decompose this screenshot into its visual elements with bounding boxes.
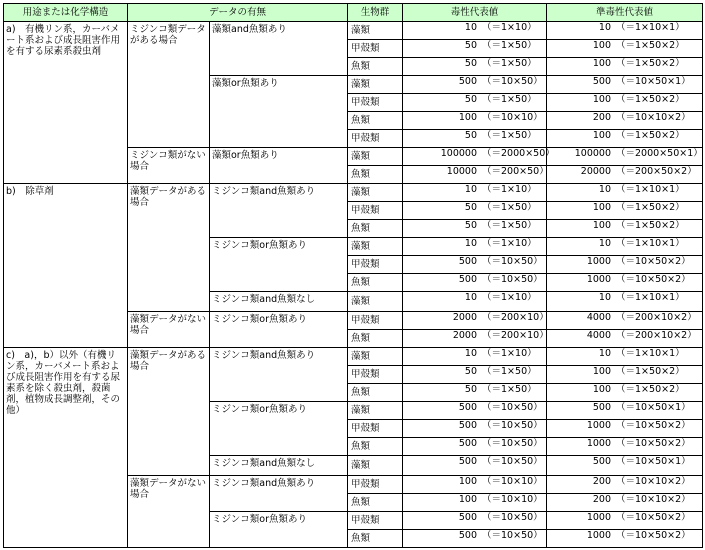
toxicity-formula: （＝10×50） xyxy=(482,256,543,267)
organism-cell: 甲殻類 xyxy=(348,366,403,384)
toxicity-value-cell xyxy=(403,130,547,148)
toxicity-formula: （＝1×50） xyxy=(482,384,537,395)
sub-toxicity-value: 4000 xyxy=(586,312,612,323)
toxicity-value: 500 xyxy=(458,456,478,467)
sub-toxicity-value-cell xyxy=(547,384,703,402)
toxicity-value: 10000 xyxy=(446,166,478,177)
sub-toxicity-value: 1000 xyxy=(586,274,612,285)
sub-toxicity-value-cell xyxy=(547,402,703,420)
use-cell: c) a)，b）以外（有機リン系，カーバメート系および成長阻害作用を有する尿素系を除く殺虫剤，殺菌剤，植物成長調整剤，その他） xyxy=(4,348,128,548)
sub-toxicity-value-cell xyxy=(547,348,703,366)
sub-toxicity-formula: （＝200×10×2） xyxy=(616,312,697,323)
sub-toxicity-value: 1000 xyxy=(586,420,612,431)
data-availability-cell: ミジンコ類がない場合 xyxy=(128,148,210,184)
toxicity-value-cell xyxy=(403,456,547,476)
toxicity-value-cell xyxy=(403,166,547,184)
sub-toxicity-value: 100 xyxy=(592,220,612,231)
organism-cell: 藻類 xyxy=(348,292,403,312)
organism-cell: 甲殻類 xyxy=(348,40,403,58)
condition-cell: ミジンコ類or魚類あり xyxy=(210,312,348,348)
sub-toxicity-formula: （＝1×50×2） xyxy=(616,202,685,213)
organism-cell: 藻類 xyxy=(348,456,403,476)
sub-toxicity-formula: （＝10×50×2） xyxy=(616,420,691,431)
condition-cell: ミジンコ類or魚類あり xyxy=(210,512,348,548)
sub-toxicity-formula: （＝200×10×2） xyxy=(616,330,697,341)
toxicity-value-cell xyxy=(403,512,547,530)
toxicity-value-cell xyxy=(403,476,547,494)
organism-cell: 魚類 xyxy=(348,438,403,456)
condition-cell: 藻類or魚類あり xyxy=(210,148,348,184)
organism-cell: 藻類 xyxy=(348,22,403,40)
toxicity-value-cell xyxy=(403,292,547,312)
organism-cell: 藻類 xyxy=(348,184,403,202)
header-sub-toxicity-value: 準毒性代表値 xyxy=(547,4,703,22)
toxicity-value-cell xyxy=(403,220,547,238)
toxicity-value-cell xyxy=(403,330,547,348)
sub-toxicity-value: 500 xyxy=(592,402,612,413)
toxicity-value: 50 xyxy=(464,130,478,141)
toxicity-value: 100000 xyxy=(440,148,478,159)
condition-cell: ミジンコ類or魚類あり xyxy=(210,402,348,456)
toxicity-value: 500 xyxy=(458,512,478,523)
sub-toxicity-formula: （＝10×50×2） xyxy=(616,512,691,523)
sub-toxicity-formula: （＝1×50×2） xyxy=(616,220,685,231)
sub-toxicity-formula: （＝2000×50×1） xyxy=(616,148,703,159)
sub-toxicity-value: 10 xyxy=(598,22,612,33)
condition-cell: 藻類and魚類あり xyxy=(210,22,348,76)
sub-toxicity-value-cell xyxy=(547,148,703,166)
organism-cell: 魚類 xyxy=(348,330,403,348)
use-cell: b) 除草剤 xyxy=(4,184,128,348)
toxicity-formula: （＝1×10） xyxy=(482,292,537,303)
toxicity-table xyxy=(3,3,703,548)
sub-toxicity-value-cell xyxy=(547,330,703,348)
organism-cell: 甲殻類 xyxy=(348,94,403,112)
organism-cell: 藻類 xyxy=(348,348,403,366)
sub-toxicity-formula: （＝1×10×1） xyxy=(616,184,685,195)
toxicity-value-cell xyxy=(403,40,547,58)
condition-cell: ミジンコ類and魚類なし xyxy=(210,456,348,476)
organism-cell: 藻類 xyxy=(348,238,403,256)
organism-cell: 甲殻類 xyxy=(348,256,403,274)
toxicity-value: 50 xyxy=(464,94,478,105)
toxicity-value-cell xyxy=(403,22,547,40)
toxicity-formula: （＝1×50） xyxy=(482,202,537,213)
sub-toxicity-value-cell xyxy=(547,202,703,220)
toxicity-value-cell xyxy=(403,256,547,274)
header-row xyxy=(4,4,703,22)
toxicity-formula: （＝1×50） xyxy=(482,130,537,141)
sub-toxicity-value: 500 xyxy=(592,456,612,467)
toxicity-formula: （＝1×50） xyxy=(482,40,537,51)
organism-cell: 甲殻類 xyxy=(348,476,403,494)
toxicity-value: 500 xyxy=(458,76,478,87)
organism-cell: 魚類 xyxy=(348,112,403,130)
toxicity-formula: （＝1×50） xyxy=(482,366,537,377)
toxicity-value-cell xyxy=(403,112,547,130)
toxicity-value: 500 xyxy=(458,256,478,267)
sub-toxicity-value-cell xyxy=(547,292,703,312)
condition-cell: ミジンコ類or魚類あり xyxy=(210,238,348,292)
toxicity-formula: （＝10×50） xyxy=(482,420,543,431)
sub-toxicity-value: 100 xyxy=(592,40,612,51)
toxicity-value: 10 xyxy=(464,22,478,33)
sub-toxicity-value: 100 xyxy=(592,366,612,377)
toxicity-value: 500 xyxy=(458,402,478,413)
toxicity-value: 2000 xyxy=(452,330,478,341)
header-data: データの有無 xyxy=(128,4,348,22)
toxicity-value-cell xyxy=(403,348,547,366)
toxicity-value-cell xyxy=(403,148,555,166)
sub-toxicity-formula: （＝10×50×1） xyxy=(616,456,691,467)
header-organism: 生物群 xyxy=(348,4,403,22)
toxicity-value-cell xyxy=(403,76,547,94)
data-availability-cell: 藻類データがある場合 xyxy=(128,184,210,312)
table-row xyxy=(4,184,703,202)
sub-toxicity-value-cell xyxy=(547,94,703,112)
organism-cell: 甲殻類 xyxy=(348,512,403,530)
header-toxicity-value: 毒性代表値 xyxy=(403,4,547,22)
sub-toxicity-value: 500 xyxy=(592,76,612,87)
sub-toxicity-value: 10 xyxy=(598,292,612,303)
sub-toxicity-value-cell xyxy=(547,220,703,238)
toxicity-value-cell xyxy=(403,494,547,512)
toxicity-value: 50 xyxy=(464,220,478,231)
sub-toxicity-value-cell xyxy=(547,366,703,384)
sub-toxicity-value-cell xyxy=(547,494,703,512)
toxicity-value: 10 xyxy=(464,184,478,195)
toxicity-formula: （＝10×10） xyxy=(482,112,543,123)
condition-cell: ミジンコ類and魚類あり xyxy=(210,348,348,402)
data-availability-cell: 藻類データがない場合 xyxy=(128,312,210,348)
toxicity-value-cell xyxy=(403,530,547,548)
header-use: 用途または化学構造 xyxy=(4,4,128,22)
data-availability-cell: 藻類データがない場合 xyxy=(128,476,210,548)
sub-toxicity-value: 200 xyxy=(592,494,612,505)
sub-toxicity-value-cell xyxy=(547,530,703,548)
sub-toxicity-formula: （＝1×50×2） xyxy=(616,58,685,69)
sub-toxicity-value: 1000 xyxy=(586,438,612,449)
toxicity-value-cell xyxy=(403,366,547,384)
sub-toxicity-formula: （＝10×50×1） xyxy=(616,402,691,413)
sub-toxicity-formula: （＝1×10×1） xyxy=(616,238,685,249)
toxicity-formula: （＝10×50） xyxy=(482,76,543,87)
toxicity-value-cell xyxy=(403,94,547,112)
toxicity-value: 500 xyxy=(458,274,478,285)
toxicity-value-cell xyxy=(403,384,547,402)
organism-cell: 魚類 xyxy=(348,530,403,548)
sub-toxicity-value: 4000 xyxy=(586,330,612,341)
organism-cell: 甲殻類 xyxy=(348,130,403,148)
sub-toxicity-formula: （＝10×50×2） xyxy=(616,438,691,449)
toxicity-value-cell xyxy=(403,420,547,438)
toxicity-formula: （＝200×10） xyxy=(482,312,549,323)
toxicity-value: 500 xyxy=(458,438,478,449)
organism-cell: 魚類 xyxy=(348,220,403,238)
sub-toxicity-value: 200 xyxy=(592,476,612,487)
organism-cell: 魚類 xyxy=(348,494,403,512)
organism-cell: 甲殻類 xyxy=(348,420,403,438)
sub-toxicity-formula: （＝1×50×2） xyxy=(616,40,685,51)
toxicity-value: 500 xyxy=(458,530,478,541)
organism-cell: 魚類 xyxy=(348,166,403,184)
sub-toxicity-value: 10 xyxy=(598,184,612,195)
sub-toxicity-value: 1000 xyxy=(586,512,612,523)
use-cell: a) 有機リン系，カーバメート系および成長阻害作用を有する尿素系殺虫剤 xyxy=(4,22,128,184)
toxicity-value-cell xyxy=(403,438,547,456)
toxicity-formula: （＝10×10） xyxy=(482,476,543,487)
toxicity-value: 10 xyxy=(464,238,478,249)
sub-toxicity-value: 1000 xyxy=(586,256,612,267)
sub-toxicity-value-cell xyxy=(547,112,703,130)
sub-toxicity-formula: （＝10×10×2） xyxy=(616,494,691,505)
sub-toxicity-value-cell xyxy=(547,312,703,330)
sub-toxicity-formula: （＝10×50×2） xyxy=(616,530,691,541)
toxicity-formula: （＝10×50） xyxy=(482,438,543,449)
sub-toxicity-value: 1000 xyxy=(586,530,612,541)
sub-toxicity-formula: （＝200×50×2） xyxy=(616,166,697,177)
sub-toxicity-value-cell xyxy=(547,40,703,58)
sub-toxicity-formula: （＝1×50×2） xyxy=(616,130,685,141)
toxicity-formula: （＝10×10） xyxy=(482,494,543,505)
toxicity-formula: （＝1×50） xyxy=(482,94,537,105)
toxicity-formula: （＝10×50） xyxy=(482,402,543,413)
data-availability-cell: 藻類データがある場合 xyxy=(128,348,210,476)
toxicity-formula: （＝1×10） xyxy=(482,184,537,195)
toxicity-formula: （＝1×10） xyxy=(482,238,537,249)
sub-toxicity-value: 100000 xyxy=(574,148,612,159)
toxicity-value: 50 xyxy=(464,40,478,51)
sub-toxicity-formula: （＝1×10×1） xyxy=(616,22,685,33)
toxicity-value-cell xyxy=(403,202,547,220)
organism-cell: 藻類 xyxy=(348,148,403,166)
toxicity-value-cell xyxy=(403,184,547,202)
sub-toxicity-value-cell xyxy=(547,256,703,274)
data-availability-cell: ミジンコ類データがある場合 xyxy=(128,22,210,148)
sub-toxicity-formula: （＝10×10×2） xyxy=(616,112,691,123)
toxicity-value: 500 xyxy=(458,420,478,431)
toxicity-formula: （＝10×50） xyxy=(482,530,543,541)
toxicity-formula: （＝1×50） xyxy=(482,58,537,69)
sub-toxicity-value: 10 xyxy=(598,348,612,359)
sub-toxicity-formula: （＝1×10×1） xyxy=(616,292,685,303)
condition-cell: ミジンコ類and魚類なし xyxy=(210,292,348,312)
organism-cell: 甲殻類 xyxy=(348,202,403,220)
sub-toxicity-value-cell xyxy=(547,238,703,256)
sub-toxicity-value: 100 xyxy=(592,202,612,213)
sub-toxicity-value-cell xyxy=(547,476,703,494)
sub-toxicity-value: 10 xyxy=(598,238,612,249)
toxicity-value: 10 xyxy=(464,348,478,359)
toxicity-formula: （＝2000×50） xyxy=(482,148,555,159)
organism-cell: 甲殻類 xyxy=(348,312,403,330)
toxicity-value: 50 xyxy=(464,384,478,395)
organism-cell: 魚類 xyxy=(348,384,403,402)
toxicity-formula: （＝10×50） xyxy=(482,512,543,523)
sub-toxicity-value-cell xyxy=(547,512,703,530)
sub-toxicity-value-cell xyxy=(547,438,703,456)
sub-toxicity-value-cell xyxy=(547,420,703,438)
sub-toxicity-value: 200 xyxy=(592,112,612,123)
toxicity-formula: （＝10×50） xyxy=(482,274,543,285)
toxicity-value-cell xyxy=(403,58,547,76)
condition-cell: 藻類or魚類あり xyxy=(210,76,348,148)
toxicity-value: 100 xyxy=(458,112,478,123)
toxicity-value: 10 xyxy=(464,292,478,303)
toxicity-value-cell xyxy=(403,312,547,330)
sub-toxicity-value-cell xyxy=(547,184,703,202)
toxicity-value: 2000 xyxy=(452,312,478,323)
sub-toxicity-formula: （＝10×50×2） xyxy=(616,274,691,285)
table-body xyxy=(4,22,703,548)
toxicity-formula: （＝10×50） xyxy=(482,456,543,467)
toxicity-formula: （＝1×10） xyxy=(482,22,537,33)
toxicity-value-cell xyxy=(403,274,547,292)
toxicity-value: 100 xyxy=(458,494,478,505)
sub-toxicity-value-cell xyxy=(547,76,703,94)
sub-toxicity-formula: （＝10×50×1） xyxy=(616,76,691,87)
toxicity-value-cell xyxy=(403,402,547,420)
condition-cell: ミジンコ類and魚類あり xyxy=(210,476,348,512)
sub-toxicity-value-cell xyxy=(547,22,703,40)
organism-cell: 魚類 xyxy=(348,274,403,292)
toxicity-value: 50 xyxy=(464,202,478,213)
condition-cell: ミジンコ類and魚類あり xyxy=(210,184,348,238)
toxicity-value: 100 xyxy=(458,476,478,487)
sub-toxicity-formula: （＝1×10×1） xyxy=(616,348,685,359)
organism-cell: 藻類 xyxy=(348,76,403,94)
organism-cell: 藻類 xyxy=(348,402,403,420)
sub-toxicity-formula: （＝1×50×2） xyxy=(616,94,685,105)
toxicity-formula: （＝1×50） xyxy=(482,220,537,231)
sub-toxicity-formula: （＝1×50×2） xyxy=(616,384,685,395)
organism-cell: 魚類 xyxy=(348,58,403,76)
sub-toxicity-formula: （＝10×50×2） xyxy=(616,256,691,267)
toxicity-value-cell xyxy=(403,238,547,256)
toxicity-formula: （＝1×10） xyxy=(482,348,537,359)
table-row xyxy=(4,348,703,366)
sub-toxicity-formula: （＝10×10×2） xyxy=(616,476,691,487)
sub-toxicity-value-cell xyxy=(547,58,703,76)
toxicity-formula: （＝200×10） xyxy=(482,330,549,341)
toxicity-value: 50 xyxy=(464,366,478,377)
sub-toxicity-value: 100 xyxy=(592,58,612,69)
sub-toxicity-value-cell xyxy=(547,274,703,292)
sub-toxicity-value-cell xyxy=(547,130,703,148)
sub-toxicity-formula: （＝1×50×2） xyxy=(616,366,685,377)
sub-toxicity-value: 20000 xyxy=(580,166,612,177)
toxicity-formula: （＝200×50） xyxy=(482,166,549,177)
table-row xyxy=(4,22,703,40)
toxicity-value: 50 xyxy=(464,58,478,69)
sub-toxicity-value-cell xyxy=(547,166,703,184)
sub-toxicity-value: 100 xyxy=(592,130,612,141)
sub-toxicity-value: 100 xyxy=(592,384,612,395)
sub-toxicity-value-cell xyxy=(547,456,703,476)
sub-toxicity-value: 100 xyxy=(592,94,612,105)
